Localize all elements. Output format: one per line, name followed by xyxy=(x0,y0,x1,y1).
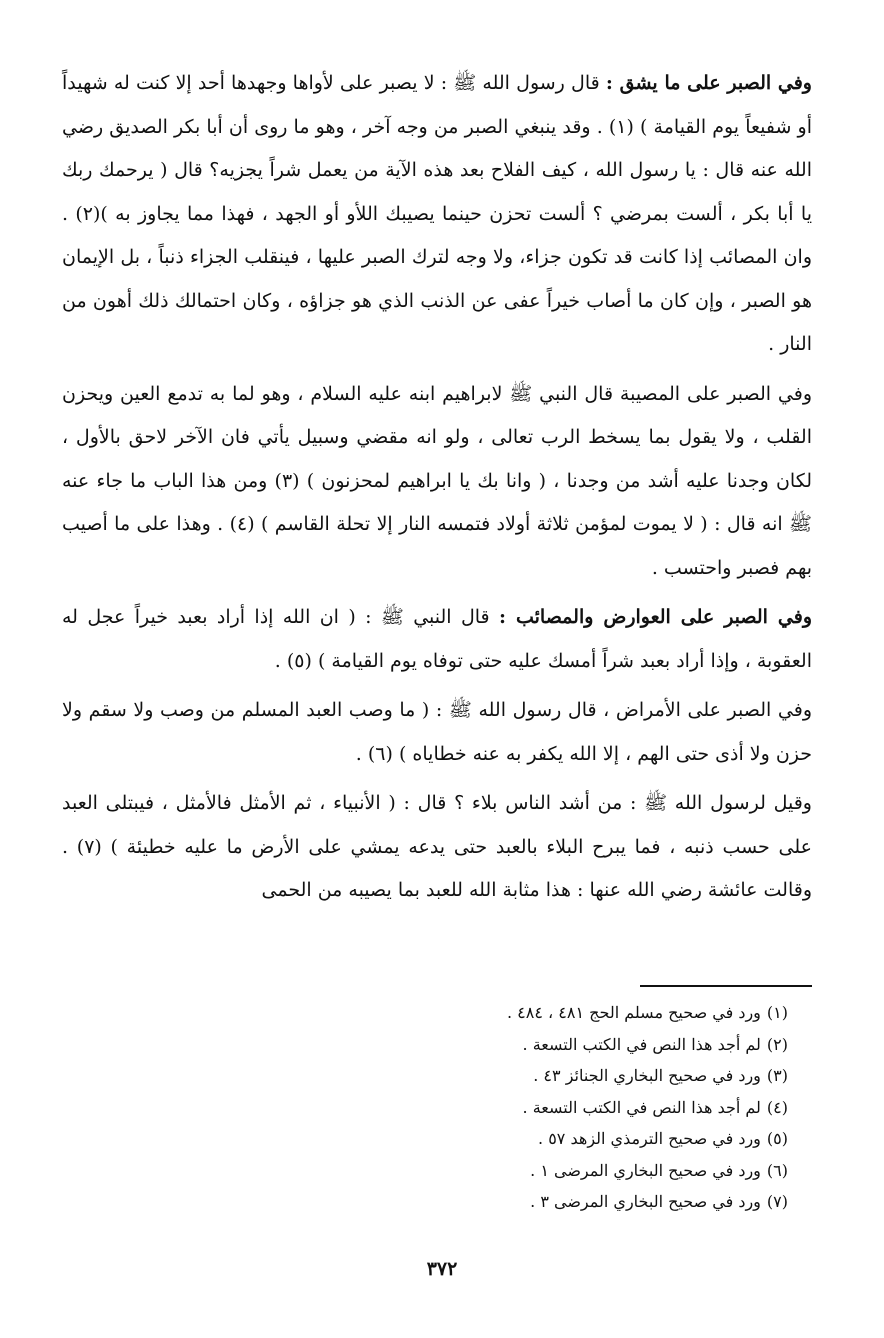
paragraph-lead: وفي الصبر على العوارض والمصائب : xyxy=(499,606,812,628)
paragraph-patience-hardship xyxy=(62,62,812,367)
paragraph-text: قال رسول الله ﷺ : لا يصبر على لأواها وجهدها أحد إلا كنت له شهيداً أو شفيعاً يوم القيامة ) (١) . وقد ينبغي الصبر من وجه آخر ، وهو ما روى أن أبا بكر الصديق رضي الله عنه قال : يا رسول الله ، كيف الفلاح بعد هذه الآية من يعمل شراً يجزيه؟ قال ( يرحمك ربك يا أبا بكر ، ألست بمرضي ؟ ألست تحزن حينما يصيبك اللأو أو الجهد ، فهذا مما يجاوز به )(٢) . وان المصائب إذا كانت قد تكون جزاء، ولا وجه لترك الصبر عليها ، فينقلب الجزاء ذنباً ، بل الإيمان هو الصبر ، وإن كان ما أصاب خيراً عفى عن الذنب الذي هو جزاؤه ، وكان احتمالك ذلك أهون من النار . xyxy=(62,72,812,355)
footnote-text: ورد في صحيح الترمذي الزهد ٥٧ . xyxy=(538,1129,761,1148)
paragraph-patience-calamity xyxy=(62,373,812,591)
paragraph-patience-illness xyxy=(62,689,812,776)
footnote-item xyxy=(428,1155,788,1187)
footnote-text: لم أجد هذا النص في الكتب التسعة . xyxy=(522,1097,761,1117)
paragraph-text: وفي الصبر على الأمراض ، قال رسول الله ﷺ : ( ما وصب العبد المسلم من وصب ولا سقم ولا حزن ولا أذى حتى الهم ، إلا الله يكفر به عنه خطاياه ) (٦) . xyxy=(62,699,812,765)
paragraph-hardest-trial xyxy=(62,782,812,913)
footnote-number: (٤) xyxy=(766,1097,788,1117)
paragraph-patience-afflictions xyxy=(62,596,812,683)
footnote-text: لم أجد هذا النص في الكتب التسعة . xyxy=(522,1034,761,1054)
footnote-item xyxy=(428,1092,788,1124)
footnote-item xyxy=(428,1060,788,1092)
footnote-text: ورد في صحيح مسلم الحج ٤٨١ ، ٤٨٤ . xyxy=(507,1003,761,1022)
page-number: ٣٧٢ xyxy=(426,1258,458,1280)
footnote-item xyxy=(428,997,788,1029)
footnote-number: (٢) xyxy=(766,1034,788,1054)
footnote-item xyxy=(428,1186,788,1218)
footnote-number: (٥) xyxy=(766,1129,788,1148)
footnote-item xyxy=(428,1123,788,1155)
footnote-divider xyxy=(640,985,812,987)
page-body xyxy=(62,62,812,913)
footnote-text: ورد في صحيح البخاري المرضى ٣ . xyxy=(530,1192,761,1211)
footnote-number: (١) xyxy=(766,1003,788,1022)
footnote-text: ورد في صحيح البخاري الجنائز ٤٣ . xyxy=(533,1066,761,1085)
footnote-text: ورد في صحيح البخاري المرضى ١ . xyxy=(530,1160,761,1180)
footnote-number: (٧) xyxy=(766,1192,788,1211)
footnote-number: (٦) xyxy=(766,1160,788,1180)
footnotes-list xyxy=(428,997,788,1218)
paragraph-text: قال النبي ﷺ : ( ان الله إذا أراد بعبد خيراً عجل له العقوبة ، وإذا أراد بعبد شراً أمسك عليه حتى توفاه يوم القيامة ) (٥) . xyxy=(62,606,812,672)
footnote-item xyxy=(428,1029,788,1061)
footnote-number: (٣) xyxy=(766,1066,788,1085)
paragraph-text: وقيل لرسول الله ﷺ : من أشد الناس بلاء ؟ قال : ( الأنبياء ، ثم الأمثل فالأمثل ، فيبتلى العبد على حسب ذنبه ، فما يبرح البلاء بالعبد حتى يدعه يمشي على الأرض ما عليه خطيئة ) (٧) . وقالت عائشة رضي الله عنها : هذا مثابة الله للعبد بما يصيبه من الحمى xyxy=(62,792,812,901)
paragraph-text: وفي الصبر على المصيبة قال النبي ﷺ لابراهيم ابنه عليه السلام ، وهو لما به تدمع العين ويحزن القلب ، ولا يقول بما يسخط الرب تعالى ، ولو انه مقضي وسبيل يأتي فان الآخر لاحق بالأول ، لكان وجدنا عليه أشد من وجدنا ، ( وانا بك يا ابراهيم لمحزنون ) (٣) ومن هذا الباب ما جاء عنه ﷺ انه قال : ( لا يموت لمؤمن ثلاثة أولاد فتمسه النار إلا تحلة القاسم ) (٤) . وهذا على ما أصيب بهم فصبر واحتسب . xyxy=(62,382,813,579)
paragraph-lead: وفي الصبر على ما يشق : xyxy=(605,72,812,94)
